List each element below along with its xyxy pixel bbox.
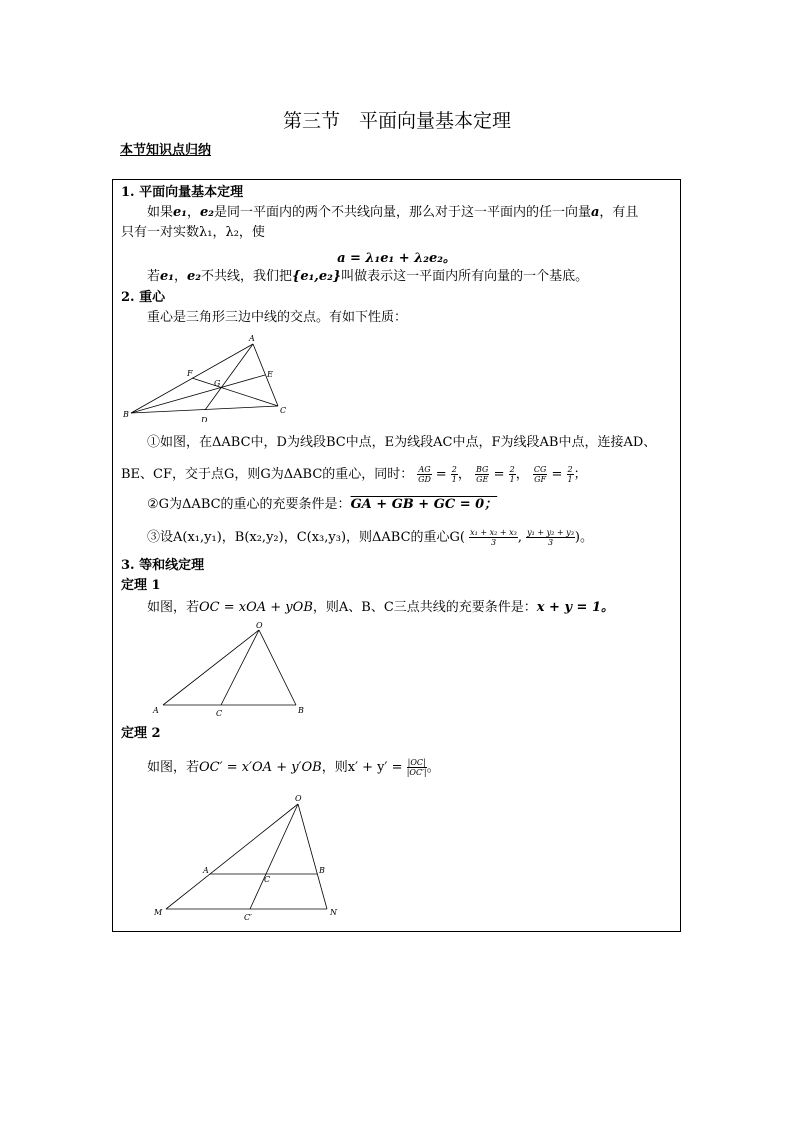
ray-on [298, 804, 327, 909]
sec3-heading: 3. 等和线定理 [121, 558, 205, 573]
label-f: F [187, 369, 193, 378]
side-ac [253, 344, 278, 406]
basis-formula: a = λ₁e₁ + λ₂e₂。 [337, 251, 456, 266]
section-heading: 本节知识点归纳 [120, 143, 212, 158]
label-a: A [203, 866, 209, 875]
thm1-heading: 定理 1 [121, 578, 161, 593]
page-title: 第三节 平面向量基本定理 [282, 110, 511, 132]
label-c-prime: C′ [244, 913, 252, 922]
label-o: O [256, 621, 263, 630]
thm1-text: 如图，若OC = xOA + yOB，则A、B、C三点共线的充要条件是：x + y = 1。 [147, 600, 615, 615]
sec1-para1: 如果e₁，e₂是同一平面内的两个不共线向量，那么对于这一平面内的任一向量a，有且 [147, 205, 639, 220]
label-m: M [154, 908, 163, 917]
label-c: C [264, 875, 271, 884]
sec2-intro: 重心是三角形三边中线的交点。有如下性质： [147, 310, 408, 325]
sec2-item2: ②G为ΔABC的重心的充要条件是：GA + GB + GC = 0； [147, 497, 498, 512]
sec1-para2: 若e₁，e₂不共线，我们把{e₁,e₂}叫做表示这一平面内所有向量的一个基底。 [147, 269, 589, 284]
label-g: G [214, 379, 221, 388]
side-ab [131, 344, 253, 413]
thm2-figure [149, 792, 349, 926]
sec2-item1: ①如图，在ΔABC中，D为线段BC中点，E为线段AC中点，F为线段AB中点，连接AD、 [147, 435, 657, 450]
label-c: C [280, 406, 287, 415]
sec1-heading: 1. 平面向量基本定理 [121, 185, 244, 200]
sec2-heading: 2. 重心 [121, 290, 166, 305]
sec2-item1-line2: BE、CF，交于点G，则G为ΔABC的重心，同时： $\frac{AG}{GD}$ = $\frac{2}{1}$ ， $\frac{BG}{GE}$ = $\frac{2}{1}$ ， $\frac{CG}{GF}$ = $\frac{2}{1}$ ； [121, 465, 587, 484]
label-a: A [153, 706, 159, 715]
median-ad [205, 344, 253, 410]
thm2-heading: 定理 2 [121, 726, 161, 741]
label-c: C [216, 709, 223, 718]
label-e: E [267, 370, 273, 379]
label-b: B [123, 410, 129, 419]
label-n: N [330, 908, 337, 917]
label-d: D [201, 416, 208, 422]
sec2-item3: ③设A(x₁,y₁)，B(x₂,y₂)，C(x₃,y₃)，则ΔABC的重心G( $\frac{\text{x₁ + x₂ + x₃}}{3}$ , $\frac{\text{y₁ + y₂ + y₃}}{3}$ )。 [147, 528, 593, 547]
ray-oc [221, 630, 259, 705]
ray-occ [250, 804, 298, 909]
label-b: B [319, 866, 325, 875]
label-a: A [249, 334, 255, 343]
ray-ob [259, 630, 296, 705]
thm1-figure [149, 620, 319, 718]
label-b: B [298, 706, 304, 715]
sec1-para1-line2: 只有一对实数λ₁，λ₂，使 [121, 225, 265, 240]
centroid-figure [123, 332, 293, 422]
ray-oa [163, 630, 259, 705]
label-o: O [295, 794, 302, 803]
knowledge-box [112, 179, 681, 932]
thm2-text: 如图，若OC′ = x′OA + y′OB，则x′ + y′ = $\frac{|OC|}{|OC'|}$ 。 [147, 758, 440, 777]
ray-om [166, 804, 298, 909]
